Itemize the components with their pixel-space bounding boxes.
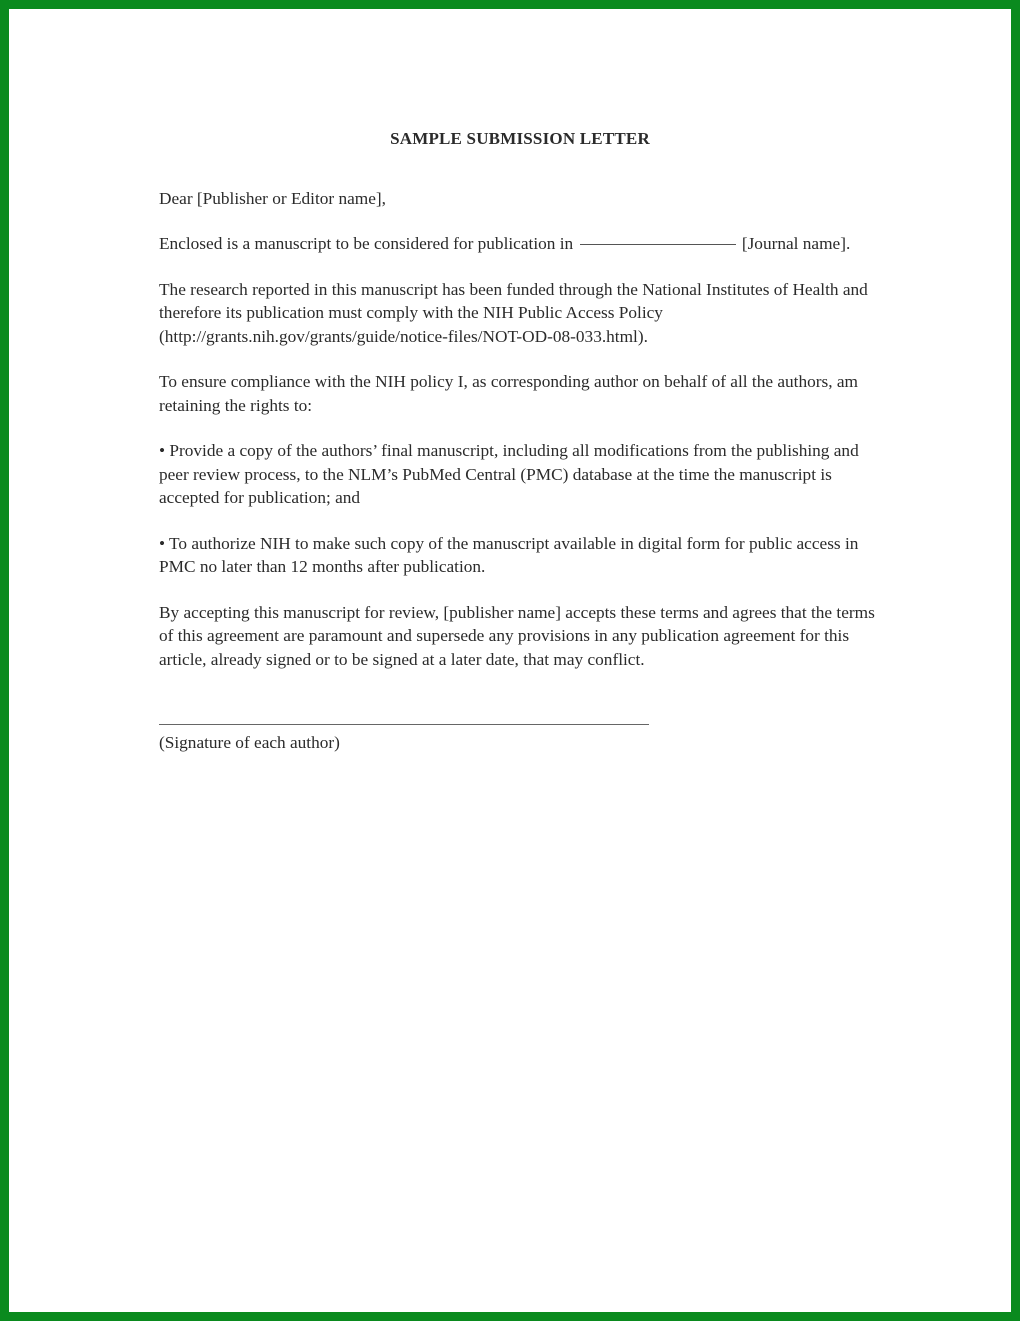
- enclosed-text: Enclosed is a manuscript to be considered for publication in: [159, 234, 574, 253]
- bullet-item-authorize-nih: • To authorize NIH to make such copy of the manuscript available in digital form for public access in PMC no later than 12 months after publication.: [159, 533, 859, 576]
- letter-document: [159, 127, 879, 755]
- greeting: Dear [Publisher or Editor name],: [159, 188, 386, 208]
- acceptance-paragraph: By accepting this manuscript for review, [publisher name] accepts these terms and agrees that the terms of this agreement are paramount and supersede any provisions in any publication agreement for this article, already signed or to be signed at a later date, that may conflict.: [159, 602, 875, 669]
- journal-name-text: [Journal name].: [741, 234, 851, 253]
- letter-title: SAMPLE SUBMISSION LETTER: [390, 129, 650, 148]
- signature-line: [159, 723, 649, 725]
- journal-name-blank: [580, 243, 736, 245]
- funding-paragraph: The research reported in this manuscript has been funded through the National Institutes of Health and therefore its publication must comply with the NIH Public Access Policy (http://grants.nih.gov/grants/guide/notice-files/NOT-OD-08-033.html).: [159, 279, 868, 346]
- compliance-paragraph: To ensure compliance with the NIH policy I, as corresponding author on behalf of all the authors, am retaining the rights to:: [159, 372, 858, 415]
- enclosed-paragraph: [159, 232, 879, 256]
- bullet-item-provide-copy: • Provide a copy of the authors’ final manuscript, including all modifications from the publishing and peer review process, to the NLM’s PubMed Central (PMC) database at the time the manuscript is accepted for publication; and: [159, 441, 859, 507]
- signature-caption: (Signature of each author): [159, 733, 340, 752]
